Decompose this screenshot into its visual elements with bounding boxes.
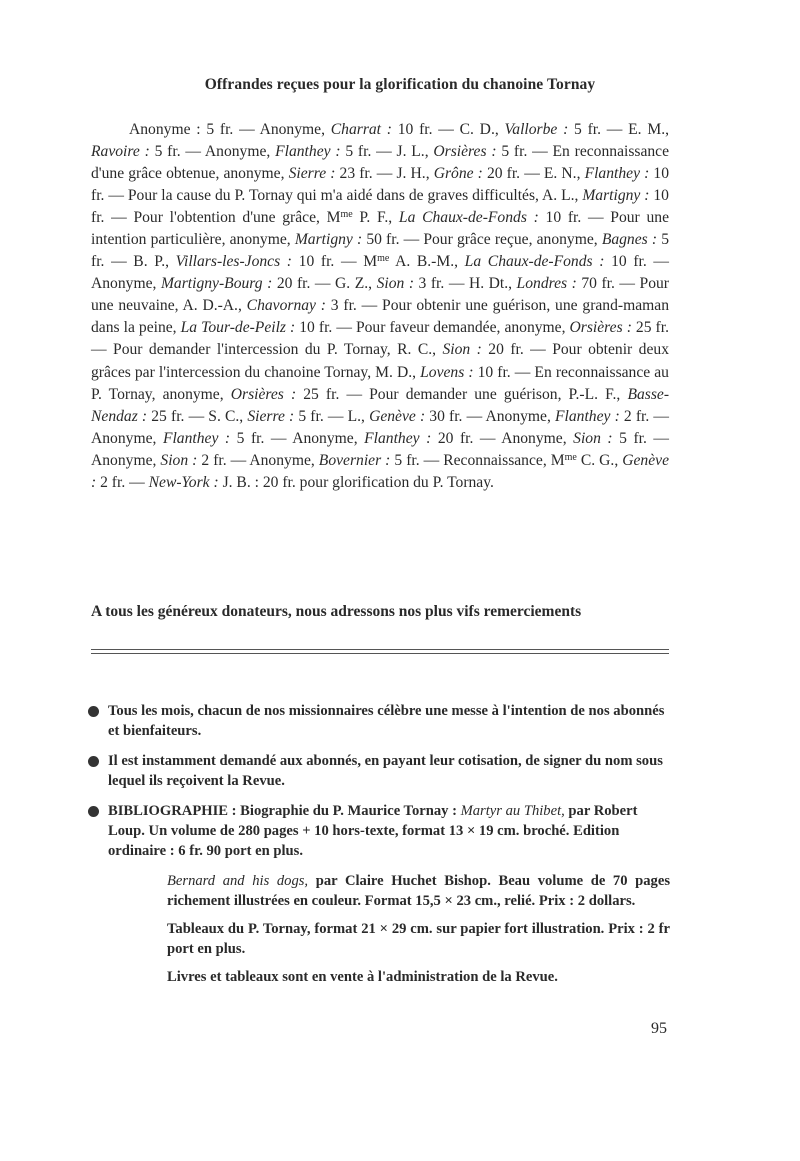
place-name: Flanthey : — [364, 429, 432, 447]
place-name: Sierre : — [288, 165, 336, 183]
bullet-icon — [88, 706, 99, 717]
offrande-text: 2 fr. — Anonyme, — [91, 407, 670, 447]
note-messe-text: Tous les mois, chacun de nos missionnaires célèbre une messe à l'intention de nos abonnés et bienfaiteurs. — [108, 703, 665, 739]
offrande-text: 10 fr. — Pour l'obtention d'une grâce, M — [91, 187, 669, 227]
place-name: Sion : — [442, 341, 482, 359]
note-messe — [86, 701, 676, 741]
offrande-text: 5 fr. — En reconnaissance d'une grâce obtenue, anonyme, — [91, 143, 670, 183]
place-name: Flanthey : — [584, 165, 650, 183]
offrande-text: 5 fr. — E. M., — [568, 121, 669, 138]
offrande-text: 70 fr. — Pour une neuvaine, A. D.-A., — [91, 275, 669, 315]
page-number: 95 — [651, 1020, 667, 1037]
offrande-text: 5 fr. — B. P., — [91, 231, 669, 271]
offrande-text: A. B.-M., — [389, 253, 465, 271]
place-name: Sion : — [573, 429, 613, 447]
separator-rule-bottom — [91, 653, 669, 654]
notes-section — [86, 701, 676, 997]
place-name: Flanthey : — [162, 429, 231, 447]
vente-entry: Livres et tableaux sont en vente à l'administration de la Revue. — [167, 969, 558, 985]
note-cotisation-text: Il est instamment demandé aux abonnés, en payant leur cotisation, de signer du nom sous lequel ils reçoivent la Revue. — [108, 753, 663, 789]
offrande-text: 5 fr. — Anonyme, — [230, 429, 365, 447]
thanks-line: A tous les généreux donateurs, nous adressons nos plus vifs remerciements — [91, 603, 582, 620]
offrande-text: 10 fr. — C. D., — [391, 121, 505, 138]
separator-rule-top — [91, 649, 669, 650]
offrande-text: 5 fr. — J. L., — [340, 143, 434, 161]
offrande-text: 10 fr. — Pour la cause du P. Tornay qui m'a aidé dans de graves difficultés, A. L., — [91, 165, 670, 205]
biblio-book-title: Martyr au Thibet, — [460, 803, 565, 819]
offrande-text: 5 fr. — Anonyme, — [149, 143, 276, 161]
offrande-text: 25 fr. — Pour demander une guérison, P.-L. F., — [296, 385, 628, 403]
place-name: Martigny : — [294, 231, 363, 249]
title-abbrev: me — [340, 209, 353, 221]
place-name: Basse-Nendaz : — [91, 385, 670, 425]
place-name: La Tour-de-Peilz : — [180, 319, 296, 337]
place-name: Chavornay : — [246, 297, 326, 315]
offrande-text: 20 fr. — Anonyme, — [431, 429, 574, 447]
place-name: Villars-les-Joncs : — [175, 253, 292, 271]
biblio-sub-entries — [108, 871, 676, 987]
place-name: Vallorbe : — [504, 121, 569, 138]
offrande-text: 2 fr. — Anonyme, — [197, 451, 319, 469]
place-name: New-York : — [148, 473, 219, 491]
offrande-text: J. B. : 20 fr. pour glorification du P. Tornay. — [218, 473, 494, 491]
offrande-text: 2 fr. — — [96, 473, 149, 491]
place-name: Martigny-Bourg : — [160, 275, 273, 293]
page-title: Offrandes reçues pour la glorification du chanoine Tornay — [204, 76, 596, 93]
place-name: Flanthey : — [275, 143, 341, 161]
place-name: La Chaux-de-Fonds : — [398, 209, 539, 227]
place-name: Sion : — [160, 451, 198, 469]
note-cotisation — [86, 751, 676, 791]
place-name: Sion : — [376, 275, 415, 293]
offrande-text: 20 fr. — G. Z., — [272, 275, 377, 293]
place-name: Orsières : — [230, 385, 297, 403]
tableaux-entry: Tableaux du P. Tornay, format 21 × 29 cm. sur papier fort illustration. Prix : 2 fr port en plus. — [167, 921, 670, 957]
place-name: Bovernier : — [318, 451, 391, 469]
offrande-text: 10 fr. — En reconnaissance au P. Tornay, anonyme, — [91, 363, 669, 403]
offrande-text: 5 fr. — Reconnaissance, M — [390, 451, 565, 469]
offrande-text: 25 fr. — Pour demander l'intercession du P. Tornay, R. C., — [91, 319, 669, 359]
offrande-text: 3 fr. — Pour obtenir une guérison, une grand-maman dans la peine, — [91, 297, 669, 337]
offrande-text: 10 fr. — M — [292, 253, 378, 271]
offrande-text: 30 fr. — Anonyme, — [425, 407, 556, 425]
place-name: Orsières : — [569, 319, 632, 337]
offrande-text: 3 fr. — H. Dt., — [414, 275, 517, 293]
offrande-text: P. F., — [352, 209, 399, 227]
offrande-text: 5 fr. — Anonyme, — [91, 429, 670, 469]
place-name: Martigny : — [582, 187, 650, 205]
offrande-text: 10 fr. — Anonyme, — [91, 253, 669, 293]
place-name: Bagnes : — [601, 231, 658, 249]
offrande-text: 50 fr. — Pour grâce reçue, anonyme, — [362, 231, 602, 249]
place-name: Londres : — [516, 275, 577, 293]
bernard-details: par Claire Huchet Bishop. Beau volume de 70 pages richement illustrées en couleur. Format 15,5 × 23 cm., relié. Prix : 2 dollars. — [167, 873, 670, 909]
place-name: Lovens : — [420, 363, 474, 381]
offrande-text: 23 fr. — J. H., — [335, 165, 434, 183]
place-name: Sierre : — [247, 407, 295, 425]
offrandes-list — [91, 119, 669, 494]
offrande-text: C. G., — [576, 451, 623, 469]
bullet-icon — [88, 756, 99, 767]
place-name: Grône : — [433, 165, 483, 183]
biblio-details: par Robert Loup. Un volume de 280 pages + 10 hors-texte, format 13 × 19 cm. broché. Edition ordinaire : 6 fr. 90 port en plus. — [108, 803, 638, 859]
place-name: Flanthey : — [555, 407, 620, 425]
biblio-head: BIBLIOGRAPHIE : Biographie du P. Maurice Tornay : — [108, 803, 461, 819]
place-name: Orsières : — [433, 143, 497, 161]
offrande-text: 10 fr. — Pour une intention particulière, anonyme, — [91, 209, 669, 249]
bullet-icon — [88, 806, 99, 817]
place-name: Charrat : — [330, 121, 392, 138]
offrande-text: 20 fr. — Pour obtenir deux grâces par l'intercession du chanoine Tornay, M. D., — [91, 341, 669, 381]
bernard-entry — [167, 871, 670, 911]
title-abbrev: me — [564, 451, 577, 463]
offrande-text: 20 fr. — E. N., — [482, 165, 585, 183]
place-name: Genève : — [369, 407, 426, 425]
title-abbrev: me — [377, 253, 390, 265]
note-bibliographie — [86, 801, 676, 987]
offrande-text: 25 fr. — S. C., — [147, 407, 248, 425]
offrande-text: 10 fr. — Pour faveur demandée, anonyme, — [295, 319, 570, 337]
place-name: La Chaux-de-Fonds : — [464, 253, 605, 271]
bernard-title: Bernard and his dogs, — [167, 873, 309, 889]
offrande-text: 5 fr. — L., — [294, 407, 370, 425]
place-name: Ravoire : — [91, 143, 150, 161]
place-name: Genève : — [91, 451, 669, 491]
offrande-text: Anonyme : 5 fr. — Anonyme, — [129, 121, 331, 138]
